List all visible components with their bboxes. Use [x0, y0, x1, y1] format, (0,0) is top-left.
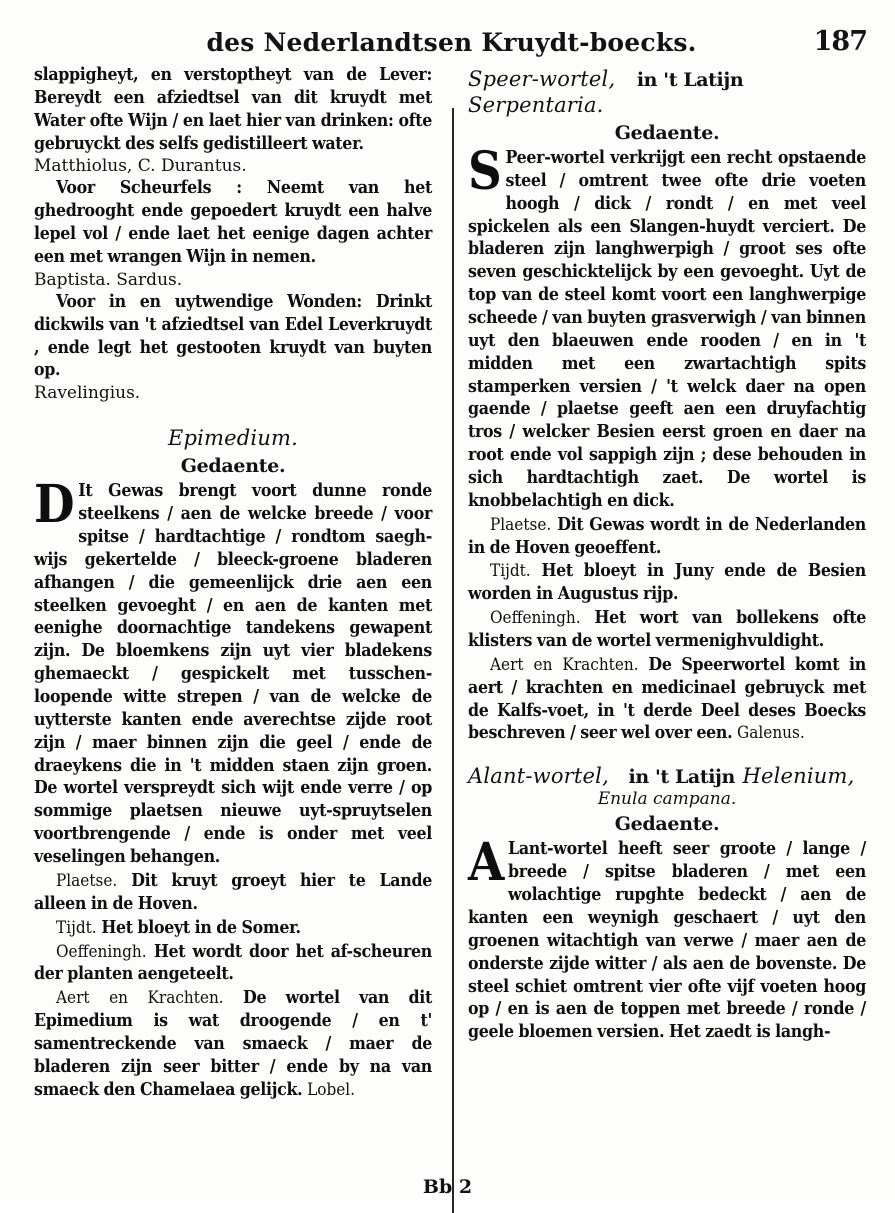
source-ravelingius: Ravelingius.: [34, 383, 141, 404]
text-oeffeningh-speerwortel: Het wort van bollekens ofte klisters van de wortel vermenighvuldight.: [468, 607, 867, 652]
paragraph-plaetse-left: [34, 870, 432, 916]
paragraph-plaetse-speerwortel: [468, 514, 866, 560]
text-plaetse-left: Dit kruyt groeyt hier te Lande alleen in de Hoven.: [34, 869, 432, 914]
label-aert-speerwortel: Aert en Krachten.: [490, 654, 639, 675]
section-heading-gedaente-speerwortel: Gedaente.: [614, 122, 720, 144]
drop-cap-letter: D: [34, 474, 75, 536]
herb-title-alantwortel-latin: Helenium,: [742, 764, 855, 789]
herb-subtitle-alantwortel: Enula campana.: [597, 789, 737, 810]
herb-title-epimedium: [34, 425, 432, 451]
text-aert-speerwortel: De Speerwortel komt in aert / krachten en medicinael gebruyck met de Kalfs-voet, in 't derde Deel deses Boecks beschreven / seer wel over een.: [468, 653, 866, 744]
herb-title-alantwortel-dutch: Alant-wortel,: [468, 764, 609, 789]
page-header: [34, 22, 869, 64]
text-oeffeningh-left: Het wordt door het af-scheuren der planten aengeteelt.: [34, 940, 432, 985]
drop-cap-letter-speerwortel: S: [468, 141, 502, 202]
label-oeffeningh-speerwortel: Oeffeningh.: [490, 608, 581, 629]
paragraph-tijdt-left: [34, 917, 432, 940]
herb-title-speerwortel-connector: in 't Latijn: [636, 69, 744, 91]
source-matthiolus: Matthiolus, C. Durantus.: [34, 156, 247, 177]
drop-cap-letter-alantwortel: A: [468, 832, 505, 894]
herb-title-speerwortel: [468, 66, 866, 118]
paragraph-gedaente-epimedium-text: It Gewas brengt voort dunne ronde steelkens / aen de welcke breede / voor spitse / hardtachtige / rondtom saegh-wijs gekertelde / bleeck-groene bladeren afhangen / die gemeenlijck drie aen een steelken gevoeght / en aen de kanten met eenighe doornachtige tandekens gewapent zijn. De bloemkens zijn uyt vier bladekens ghemaeckt / gespickelt met tusschen-loopende witte strepen / van de welcke de uytterste kanten ende averechtse zijde root zijn / maer binnen zijn die geel / ende de draeykens die in 't midden staen zijn groen. De wortel verspreydt sich wijt ende verre / op sommige plaetsen nieuwe uyt-spruytselen voortbrengende / ende is onder met veel veselingen behangen.: [34, 480, 432, 868]
paragraph-gedaente-speerwortel-text: Peer-wortel verkrijgt een recht opstaende steel / omtrent twee ofte drie voeten hoogh / dick / rondt / en met veel spickelen als een Slangen-huydt verciert. De bladeren zijn langhwerpigh / groot ses ofte seven geschicktelijck by een gevoeght. Uyt de top van de steel komt voort een langhwerpige scheede / van buyten grasverwigh / van binnen uyt den blaeuwen ende rooden / en in 't midden met een zwartachtigh spits stamperken versien / 't welck daer na open gaende / plaetse geeft aen een druyfachtig tros / welcker Besien eerst groen en daer na root ende vol sappigh zijn ; dese behouden in sich hardtachtigh zaet. De wortel is knobbelachtigh en dick.: [468, 147, 866, 511]
label-oeffeningh-left: Oeffeningh.: [56, 941, 147, 962]
paragraph-gedaente-speerwortel: [468, 141, 866, 513]
paragraph-oeffeningh-speerwortel: [468, 607, 866, 653]
text-plaetse-speerwortel: Dit Gewas wordt in de Nederlanden in de Hoven geoeffent.: [468, 513, 866, 558]
paragraph-aert-speerwortel: [468, 654, 866, 745]
herb-title-speerwortel-latin: Serpentaria.: [468, 93, 604, 117]
paragraph-gedaente-alantwortel: [468, 832, 866, 1044]
page-number: 187: [813, 26, 867, 57]
paragraph-scheursels: Voor Scheurfels : Neemt van het ghedrooght ende gepoedert kruydt een halve lepel vol / ende laet het eenige dagen achter een met wrangen Wijn in nemen.: [34, 177, 432, 268]
text-tijdt-speerwortel: Het bloeyt in Juny ende de Besien worden in Augustus rijp.: [468, 560, 866, 605]
right-column: [448, 64, 866, 1184]
paragraph-aert-left: [34, 987, 432, 1101]
label-aert-left: Aert en Krachten.: [56, 988, 224, 1009]
herb-title-epimedium-text: Epimedium.: [167, 426, 299, 451]
left-column: [34, 64, 448, 1184]
herb-title-speerwortel-dutch: Speer-wortel,: [468, 67, 616, 91]
label-tijdt-speerwortel: Tijdt.: [490, 561, 531, 582]
paragraph-gedaente-alantwortel-text: Lant-wortel heeft seer groote / lange / breede / spitse bladeren / met een wolachtige rupghte bedeckt / aen de kanten een weynigh geschaert / uyt den groenen witachtigh van verwe / maer aen de onderste zijde witter / als aen de bovenste. De steel schiet omtrent vier ofte vijf voeten hoog op / en is aen de toppen met breede / ronde / geele bloemen versien. Het zaedt is langh-: [468, 838, 866, 1043]
label-tijdt-left: Tijdt.: [56, 917, 97, 938]
text-aert-left: De wortel van dit Epimedium is wat droogende / en t' samentreckende van smaeck / maer de bladeren zijn seer bitter / ende by na van smaeck den Chamelaea gelijck.: [34, 987, 432, 1100]
herb-title-alantwortel: [468, 763, 866, 789]
paragraph-wonden: Voor in en uytwendige Wonden: Drinkt dickwils van 't afziedtsel van Edel Leverkruydt , ende legt het gestooten kruydt van buyten op.: [34, 290, 432, 381]
section-heading-gedaente-alantwortel: Gedaente.: [614, 813, 720, 836]
source-baptista-sardus: Baptista. Sardus.: [34, 269, 183, 290]
paragraph-oeffeningh-left: [34, 941, 432, 987]
source-lobel: Lobel.: [307, 1079, 356, 1100]
signature-mark: Bb 2: [422, 1176, 473, 1198]
section-heading-gedaente-left: Gedaente.: [180, 455, 286, 478]
text-tijdt-left: Het bloeyt in de Somer.: [101, 916, 301, 938]
label-plaetse-left: Plaetse.: [56, 870, 118, 891]
paragraph-continued: slappigheyt, en verstoptheyt van de Lever: Bereydt een afziedtsel van dit kruydt met Water ofte Wijn / en laet hier van drinken: ofte gebruyckt des selfs gedistilleert water.: [34, 64, 432, 154]
two-column-body: [34, 64, 869, 1184]
source-galenus: Galenus.: [737, 723, 805, 744]
running-title: des Nederlandtsen Kruydt-boecks.: [206, 28, 697, 57]
label-plaetse-speerwortel: Plaetse.: [490, 514, 552, 535]
paragraph-tijdt-speerwortel: [468, 560, 866, 606]
herb-title-alantwortel-connector: in 't Latijn: [628, 766, 735, 789]
paragraph-gedaente-epimedium: [34, 474, 432, 869]
